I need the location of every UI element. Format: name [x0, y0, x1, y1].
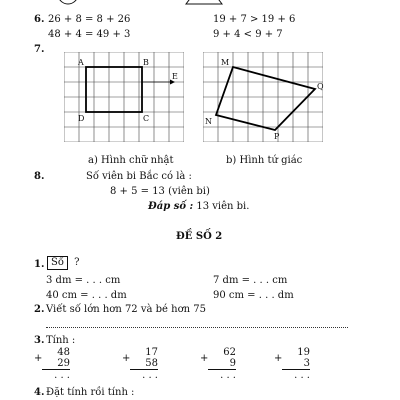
calc-1-result: . . .: [42, 369, 70, 381]
calc-1-top: 48: [57, 347, 70, 358]
caption-rectangle: a) Hình chữ nhật: [88, 155, 174, 166]
calc-3-operator: +: [200, 353, 209, 364]
calc-1-bottom: 29: [57, 358, 70, 369]
top-circle-shape: [56, 0, 80, 6]
q6-line-3: 48 + 4 = 49 + 3: [48, 29, 131, 40]
q8-number: 8.: [34, 171, 45, 182]
p2-answer-dotted-line: [46, 327, 348, 328]
q6-line-2: 19 + 7 > 19 + 6: [213, 14, 296, 25]
q8-line-2: 8 + 5 = 13 (viên bi): [110, 186, 210, 197]
calc-1-operator: +: [34, 353, 43, 364]
p4-number: 4.: [34, 387, 45, 398]
calc-4-top: 19: [297, 347, 310, 358]
grid-rectangle: [64, 52, 184, 142]
rectangle-abcd: [86, 67, 142, 112]
p2-text: Viết số lớn hơn 72 và bé hơn 75: [46, 304, 206, 315]
q6-line-1: 26 + 8 = 8 + 26: [48, 14, 131, 25]
calc-4-bottom: 3: [303, 358, 310, 369]
point-a-label: A: [78, 58, 84, 67]
q8-answer-value: 13 viên bi.: [196, 201, 250, 212]
p3-title: Tính :: [46, 335, 76, 346]
point-m-label: M: [221, 58, 230, 67]
q7-number: 7.: [34, 44, 45, 55]
point-q-label: Q: [317, 82, 324, 91]
p4-text: Đặt tính rồi tính :: [46, 387, 135, 398]
calc-4-operator: +: [274, 353, 283, 364]
calc-2-result: . . .: [130, 369, 158, 381]
top-triangle-shape: [184, 0, 224, 8]
calc-3-bottom: 9: [229, 358, 236, 369]
point-p-label: P: [274, 132, 280, 141]
p1-question-mark: ?: [74, 257, 80, 268]
p1-box-wrap: [47, 256, 80, 270]
point-n-label: N: [205, 117, 212, 126]
p3-number: 3.: [34, 335, 45, 346]
p1-item-2: 7 dm = . . . cm: [213, 275, 288, 286]
p1-number: 1.: [34, 259, 45, 270]
point-b-label: B: [143, 58, 149, 67]
point-d-label: D: [78, 114, 85, 123]
section-title: ĐỀ SỐ 2: [176, 231, 223, 242]
p1-item-4: 90 cm = . . . dm: [213, 290, 294, 301]
quadrilateral-mqpn: [216, 67, 315, 130]
p1-box-label: Số: [47, 256, 68, 270]
p1-item-1: 3 dm = . . . cm: [46, 275, 121, 286]
p1-item-3: 40 cm = . . . dm: [46, 290, 127, 301]
calc-4-result: . . .: [282, 369, 310, 381]
calc-3-top: 62: [223, 347, 236, 358]
q8-line-1: Số viên bi Bắc có là :: [86, 171, 192, 182]
calc-3-result: . . .: [208, 369, 236, 381]
calc-2: [122, 347, 158, 381]
point-c-label: C: [143, 114, 150, 123]
grid-quadrilateral: [203, 52, 323, 142]
q6-line-4: 9 + 4 < 9 + 7: [213, 29, 283, 40]
q8-answer-label: Đáp số :: [148, 201, 194, 212]
calc-3: [200, 347, 236, 381]
calc-2-top: 17: [145, 347, 158, 358]
calc-1: [34, 347, 70, 381]
caption-quadrilateral: b) Hình tứ giác: [226, 155, 303, 166]
calc-2-operator: +: [122, 353, 131, 364]
calc-4: [274, 347, 310, 381]
p2-number: 2.: [34, 304, 45, 315]
q8-answer: [148, 201, 249, 212]
calc-2-bottom: 58: [145, 358, 158, 369]
point-e-label: E: [172, 72, 178, 81]
q6-number: 6.: [34, 14, 45, 25]
